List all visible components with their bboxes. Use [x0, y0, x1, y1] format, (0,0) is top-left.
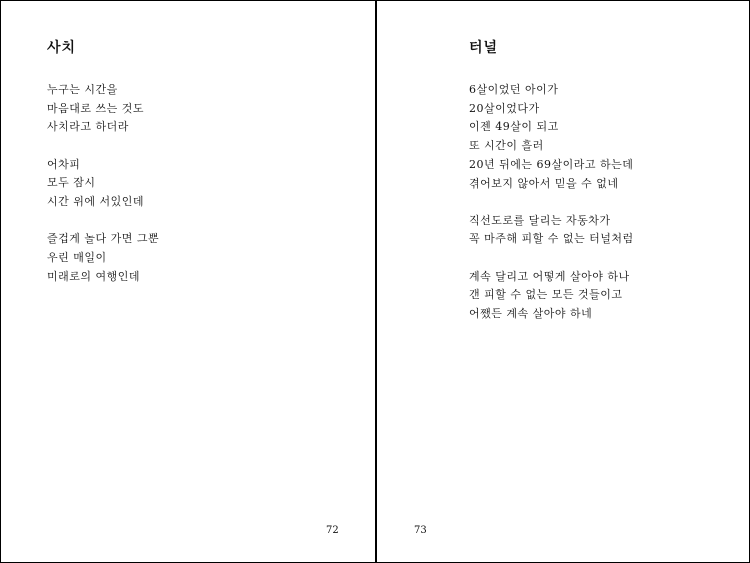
stanza	[469, 81, 634, 193]
right-page	[377, 1, 749, 562]
poem-line: 6살이었던 아이가	[469, 83, 559, 96]
poem-line: 우린 매일이	[47, 250, 107, 264]
page-number: 73	[414, 525, 427, 536]
poem-line: 겪어보지 않아서 믿을 수 없네	[469, 176, 619, 190]
poem-line: 20년 뒤에는 69살이라고 하는데	[469, 157, 634, 171]
poem-line: 꼭 마주해 피할 수 없는 터널처럼	[469, 232, 634, 246]
poem-line: 누구는 시간을	[47, 83, 118, 96]
poem-title: 사치	[47, 40, 77, 56]
poem-line: 모두 잠시	[47, 176, 96, 190]
poem-line: 마음대로 쓰는 것도	[47, 101, 145, 115]
poem-line: 어차피	[47, 157, 81, 171]
poem-line: 또 시간이 흘러	[469, 139, 544, 153]
stanza	[469, 268, 634, 324]
poem-line: 사치라고 하더라	[47, 120, 129, 134]
poem-line: 갠 피할 수 없는 모든 것들이고	[469, 288, 623, 302]
poem-line: 계속 달리고 어떻게 살아야 하나	[469, 269, 630, 283]
page-number: 72	[326, 525, 339, 536]
poem-line: 20살이었다가	[469, 101, 540, 115]
stanza	[47, 230, 159, 286]
poem-line: 이젠 49살이 되고	[469, 120, 559, 134]
stanza	[47, 81, 159, 137]
poem-body	[47, 81, 159, 305]
stanza	[469, 212, 634, 249]
poem-line: 미래로의 여행인데	[47, 269, 141, 283]
poem-title: 터널	[469, 40, 499, 56]
left-page	[1, 1, 375, 562]
poem-body	[469, 81, 634, 342]
poem-line: 직선도로를 달리는 자동차가	[469, 213, 611, 227]
poem-line: 어쨌든 계속 살아야 하네	[469, 307, 593, 321]
poem-line: 즐겁게 놀다 가면 그뿐	[47, 232, 160, 246]
poem-line: 시간 위에 서있인데	[47, 195, 145, 209]
stanza	[47, 156, 159, 212]
